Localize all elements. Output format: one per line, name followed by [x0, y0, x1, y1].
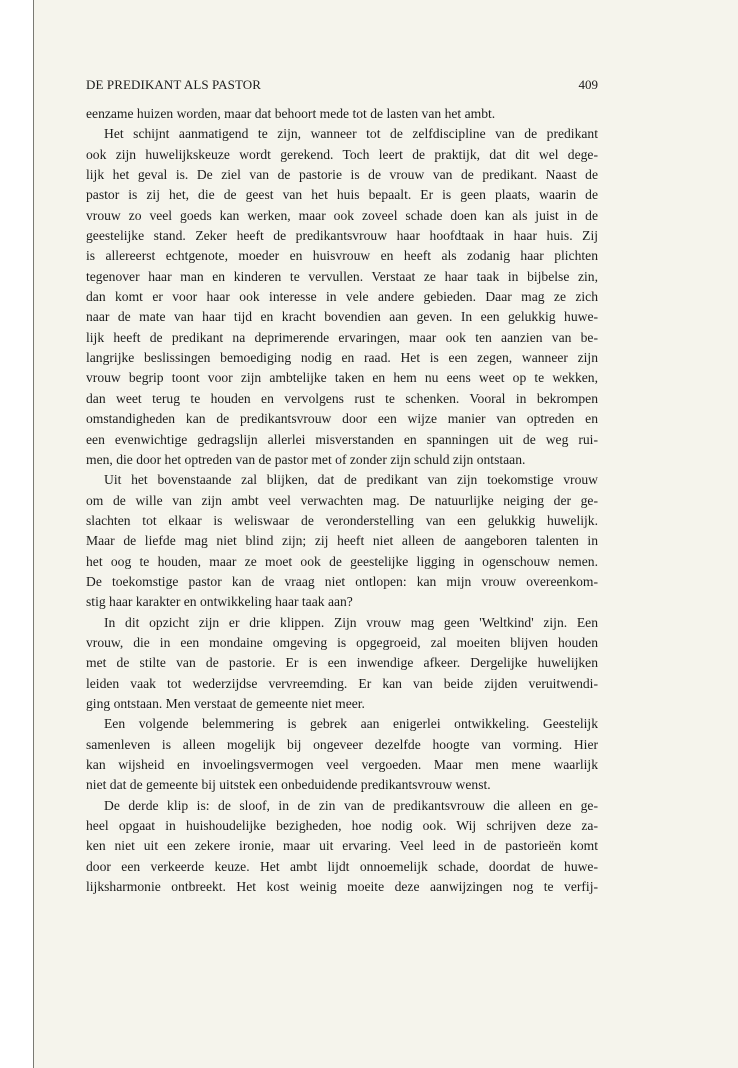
page-header	[86, 77, 598, 95]
running-head: DE PREDIKANT ALS PASTOR	[86, 77, 262, 92]
text-line: In dit opzicht zijn er drie klippen. Zijn vrouw mag geen 'Weltkind' zijn. Een	[104, 614, 598, 630]
text-line: De derde klip is: de sloof, in de zin van de predikantsvrouw die alleen en ge-	[104, 797, 598, 813]
text-line: ging ontstaan. Men verstaat de gemeente niet meer.	[86, 695, 365, 711]
text-line: eenzame huizen worden, maar dat behoort mede tot de lasten van het ambt.	[86, 106, 496, 121]
body-text	[86, 104, 598, 897]
text-line: naar de mate van haar tijd en kracht bovendien aan geven. In een gelukkig huwe-	[86, 309, 598, 325]
text-line: een evenwichtige gedragslijn allerlei misverstanden en spanningen uit de weg rui-	[86, 431, 598, 447]
text-line: kan wijsheid en invoelingsvermogen veel vergoeden. Maar men mene waarlijk	[86, 757, 598, 772]
text-line: ken niet uit een zekere ironie, maar uit ervaring. Veel leed in de pastorieën komt	[86, 838, 598, 854]
text-line: ook zijn huwelijkskeuze wordt gerekend. Toch leert de praktijk, dat dit wel dege-	[86, 146, 598, 162]
text-line: het oog te houden, maar ze moet ook de geestelijke ligging in ogenschouw nemen.	[86, 553, 598, 569]
text-line: dan komt er voor haar ook interesse in vele andere gebieden. Daar mag ze zich	[86, 289, 598, 305]
text-line: Het schijnt aanmatigend te zijn, wanneer tot de zelfdiscipline van de predikant	[104, 126, 598, 142]
text-line: slachten tot elkaar is weliswaar de veronderstelling van een gelukkig huwelijk.	[86, 512, 598, 528]
text-line: is allereerst echtgenote, moeder en huisvrouw en heeft als zodanig haar plichten	[86, 248, 598, 264]
text-line: lijk het geval is. De ziel van de pastorie is de vrouw van de predikant. Naast de	[86, 167, 598, 183]
text-line: samenleven is alleen mogelijk bij ongeveer dezelfde hoogte van vorming. Hier	[86, 736, 598, 752]
text-line: vrouw zo veel goeds kan werken, maar ook zoveel schade doen kan als juist in de	[86, 207, 598, 223]
text-line: om de wille van zijn ambt veel verwachten mag. De natuurlijke neiging der ge-	[86, 492, 598, 508]
scan-margin	[0, 0, 33, 1068]
text-line: heel opgaat in huishoudelijke bezigheden, hoe nodig ook. Wij schrijven deze za-	[86, 818, 598, 834]
text-line: pastor is zij het, die de geest van het huis bepaalt. Er is geen plaats, waarin de	[86, 187, 598, 203]
text-line: niet dat de gemeente bij uitstek een onbeduidende predikantsvrouw wenst.	[86, 777, 491, 793]
text-line: tegenover haar man en kinderen te vervullen. Verstaat ze haar taak in bijbelse zin,	[86, 268, 598, 284]
text-line: stig haar karakter en ontwikkeling haar taak aan?	[86, 594, 353, 610]
text-line: vrouw, die in een mondaine omgeving is opgegroeid, zal moeiten blijven houden	[86, 634, 598, 650]
text-line: Uit het bovenstaande zal blijken, dat de predikant van zijn toekomstige vrouw	[104, 472, 598, 488]
text-line: Maar de liefde mag niet blind zijn; zij heeft niet alleen de aangeboren talenten in	[86, 533, 598, 549]
text-line: leiden vaak tot wederzijdse vervreemding. Er kan van beide zijden veruitwendi-	[86, 675, 598, 691]
text-line: dan weet terug te houden en vervolgens rust te schenken. Vooral in bekrompen	[86, 390, 598, 406]
text-line: met de stilte van de pastorie. Er is een inwendige afkeer. Dergelijke huwelijken	[86, 655, 598, 671]
text-line: geestelijke stand. Zeker heeft de predikantsvrouw haar hoofdtaak in haar huis. Zij	[86, 228, 598, 244]
text-line: Een volgende belemmering is gebrek aan enigerlei ontwikkeling. Geestelijk	[104, 716, 598, 732]
text-line: door een verkeerde keuze. Het ambt lijdt onnoemelijk schade, doordat de huwe-	[86, 858, 598, 874]
text-line: men, die door het optreden van de pastor met of zonder zijn schuld zijn ontstaan.	[86, 451, 526, 467]
text-line: omstandigheden kan de predikantsvrouw door een wijze manier van optreden en	[86, 411, 598, 427]
text-line: langrijke beslissingen bemoediging nodig en raad. Het is een zegen, wanneer zijn	[86, 350, 598, 366]
text-line: vrouw begrip toont voor zijn ambtelijke taken en hem nu eens weet op te wekken,	[86, 370, 598, 386]
page-number: 409	[578, 77, 598, 92]
text-line: lijk heeft de predikant na deprimerende ervaringen, maar ook ten aanzien van be-	[86, 329, 598, 345]
text-line: lijksharmonie ontbreekt. Het kost weinig moeite deze aanwijzingen nog te verfij-	[86, 879, 598, 895]
text-line: De toekomstige pastor kan de vraag niet ontlopen: kan mijn vrouw overeenkom-	[86, 573, 598, 589]
